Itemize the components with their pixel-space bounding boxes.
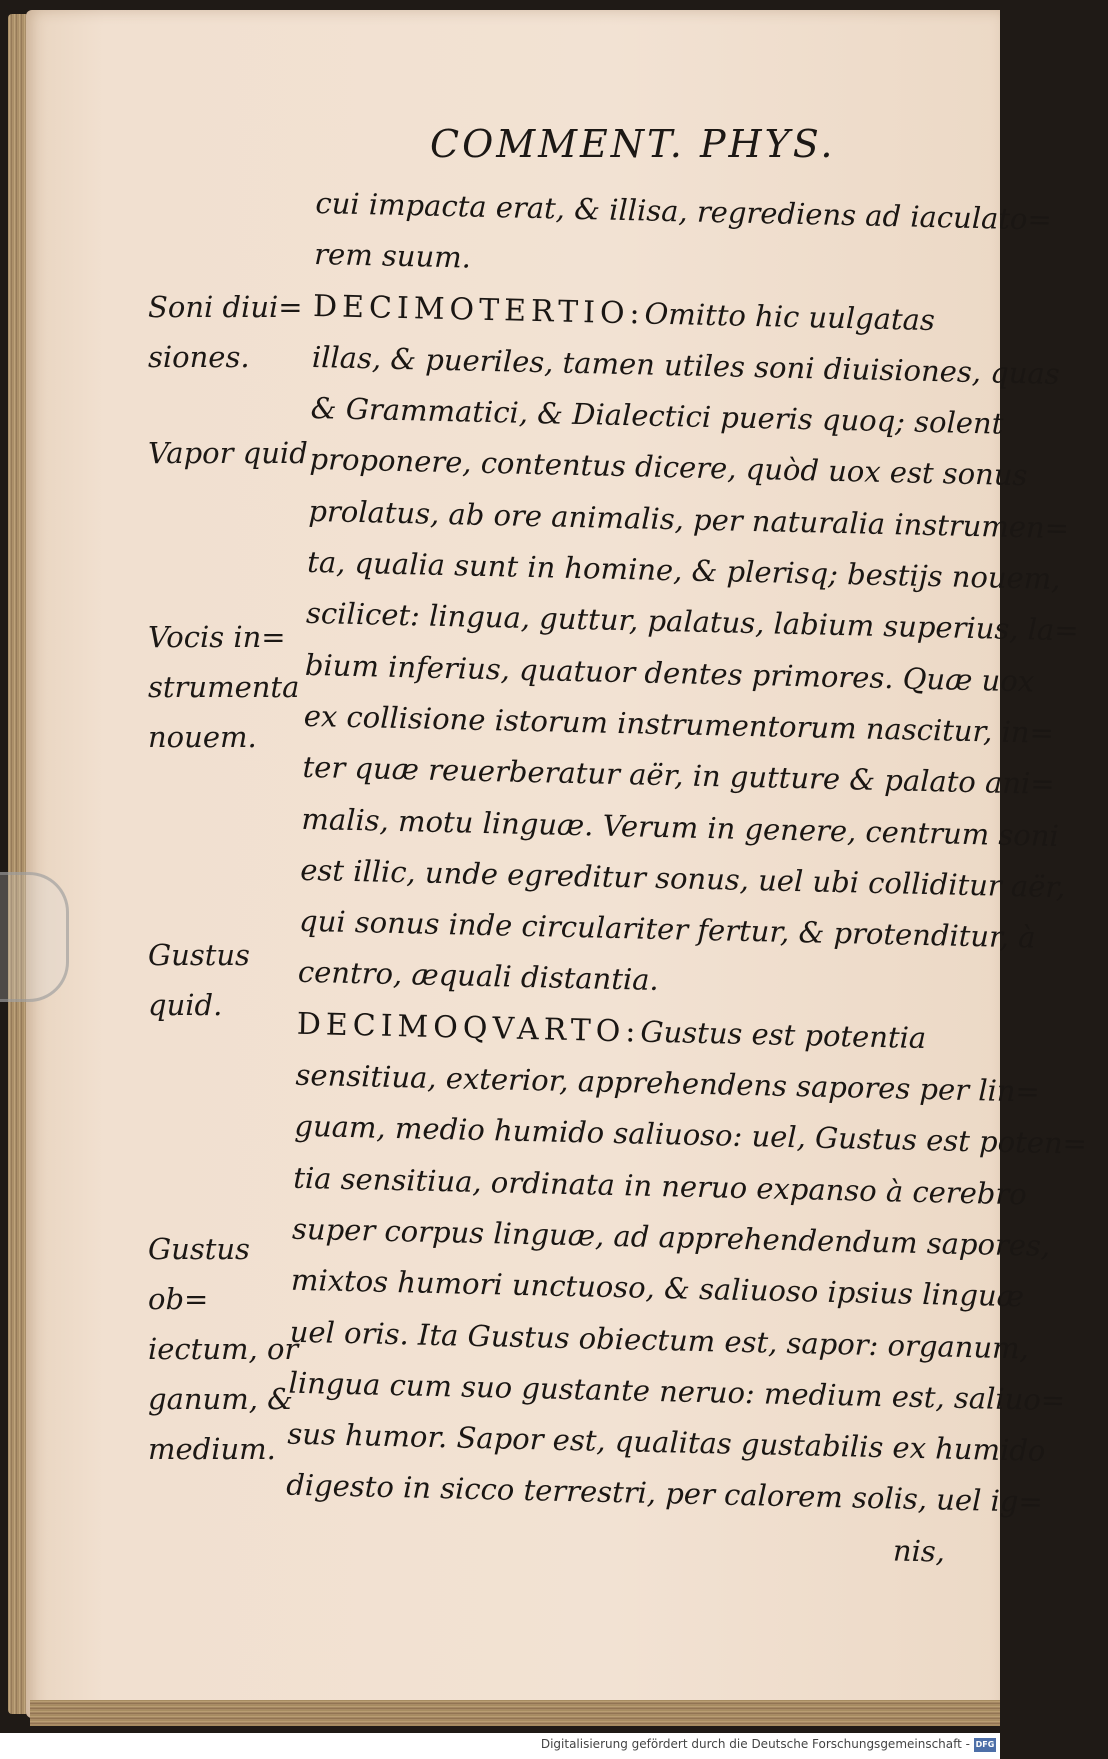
line-text: prolatus, ab ore animalis, per naturalia instrumen= [308,493,1070,545]
line-text: sus humor. Sapor est, qualitas gustabilis ex humido [287,1416,1046,1468]
line-text: mixtos humori unctuoso, & saliuoso ipsius linguæ [290,1262,1025,1314]
line-text: illas, & pueriles, tamen utiles soni diuisiones, quas [311,339,1061,391]
line-text: nis, [892,1533,946,1569]
line-text: lingua cum suo gustante neruo: medium est, saliuo= [288,1365,1066,1418]
line-text: centro, æquali distantia. [297,955,660,998]
line-text: Gustus est potentia [640,1014,927,1055]
line-text: rem suum. [313,237,472,275]
margin-note-text: Gustus quid. [148,938,250,1022]
page-clip [0,872,69,1002]
digitization-footer [0,1733,1000,1759]
line-text: proponere, contentus dicere, quòd uox est sonus [309,442,1028,493]
line-text: est illic, unde egreditur sonus, uel ubi colliditur aër, [299,852,1066,905]
dfg-logo: DFG [974,1738,996,1752]
line-text: scilicet: lingua, guttur, palatus, labium superius, la= [305,596,1079,648]
line-text: malis, motu linguæ. Verum in genere, centrum soni [301,801,1060,853]
running-header: COMMENT. PHYS. [430,122,836,166]
section-heading: DECIMOQVARTO: [296,1006,641,1050]
line-text: digesto in sicco terrestri, per calorem solis, uel ig= [285,1468,1044,1520]
line-text: bium inferius, quatuor dentes primores. Quæ uox [304,647,1035,699]
margin-note-vapor [148,428,328,478]
line-text: uel oris. Ita Gustus obiectum est, sapor: organum, [289,1314,1030,1366]
line-text: ter quæ reuerberatur aër, in gutture & palato ani= [302,750,1055,802]
line-text: ex collisione istorum instrumentorum nascitur, in= [303,698,1055,750]
line-text: guam, medio humido saliuoso: uel, Gustus est poten= [294,1109,1088,1162]
margin-note-text: Gustus ob= iectum, or ganum, & medium. [148,1232,299,1466]
footer-credit: Digitalisierung gefördert durch die Deutsche Forschungsgemeinschaft - [540,1737,970,1751]
line-text: tia sensitiua, ordinata in neruo expanso à cerebro [292,1160,1028,1212]
line-text: & Grammatici, & Dialectici pueris quoq; solent [310,391,1004,441]
line-text: Omitto hic uulgatas [644,296,936,337]
margin-note-text: Vocis in= strumenta nouem. [148,620,300,754]
book-bottom-edge [30,1700,1000,1726]
line-text: super corpus linguæ, ad apprehendendum sapores, [291,1211,1051,1263]
line-text: ta, qualia sunt in homine, & plerisq; bestijs nouem, [306,544,1061,597]
margin-note-text: Soni diui= siones. [148,290,303,374]
body-text [285,178,1088,1578]
section-heading: DECIMOTERTIO: [312,288,646,332]
line-text: sensitiua, exterior, apprehendens sapores per lin= [295,1057,1041,1109]
margin-note-text: Vapor quid [148,436,308,470]
margin-note-soni [148,282,328,382]
margin-note-vocis [148,612,328,762]
line-text: cui impacta erat, & illisa, regrediens ad iaculato= [315,185,1053,237]
line-text: qui sonus inde circulariter fertur, & protenditur, à [298,903,1036,955]
